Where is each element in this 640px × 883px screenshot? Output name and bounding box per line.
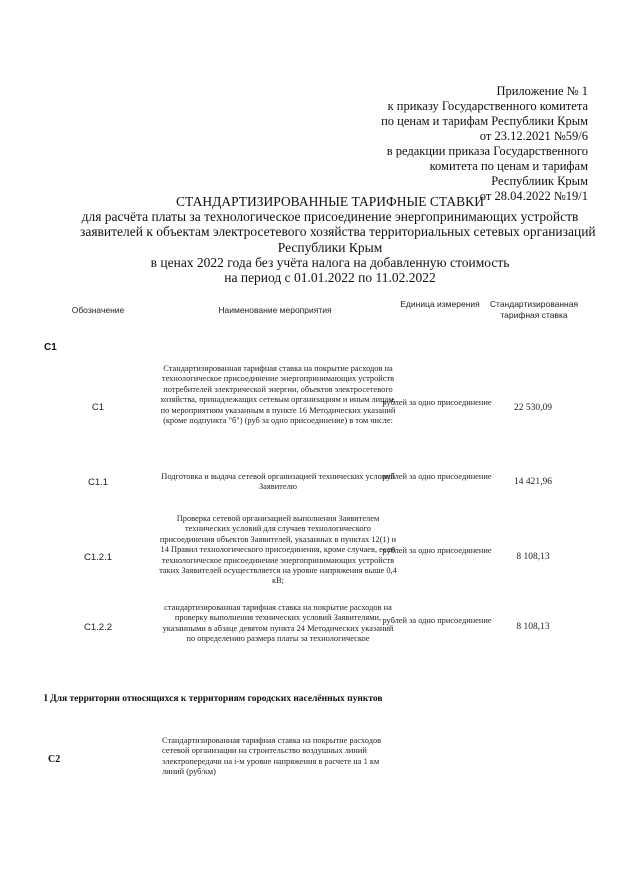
column-header-rate: Стандартизированная тарифная ставка bbox=[489, 299, 579, 320]
annex-line: Приложение № 1 bbox=[496, 84, 588, 98]
document-title: СТАНДАРТИЗИРОВАННЫЕ ТАРИФНЫЕ СТАВКИ bbox=[176, 194, 484, 209]
document-subtitle-line: для расчёта платы за технологическое присоединение энергопринимающих устройств bbox=[81, 209, 579, 225]
annex-line: к приказу Государственного комитета bbox=[387, 99, 588, 113]
row-code-c2: С2 bbox=[48, 754, 61, 765]
annex-line: комитета по ценам и тарифам bbox=[429, 159, 588, 173]
row-unit: рублей за одно присоединение bbox=[382, 546, 492, 555]
row-description: Проверка сетевой организацией выполнения Заявителем технических условий для случаев технологического присоединения объектов Заявителей, указанных в пунктах 12(1) и 14 Правил технологического присоединения, кроме случаев, если технологическое присоединение энергопринимающих устройств таких Заявителей осуществляется на уровне напряжения выше 0,4 кВ; bbox=[159, 514, 397, 586]
section-label-c1: С1 bbox=[44, 342, 57, 353]
territory-subheading: I Для территории относящихся к территориям городских населённых пунктов bbox=[44, 694, 383, 704]
column-header-code: Обозначение bbox=[71, 305, 125, 315]
row-code: С1.2.1 bbox=[84, 552, 112, 563]
document-subtitle-line: заявителей к объектам электросетевого хозяйства территориальных сетевых организаций bbox=[80, 224, 596, 240]
document-period: на период с 01.01.2022 по 11.02.2022 bbox=[224, 270, 436, 286]
annex-line: в редакции приказа Государственного bbox=[386, 144, 588, 158]
row-value: 8 108,13 bbox=[516, 622, 550, 632]
document-title-block bbox=[80, 194, 596, 286]
annex-line: по ценам и тарифам Республики Крым bbox=[381, 114, 588, 128]
annex-line: от 23.12.2021 №59/6 bbox=[479, 129, 588, 143]
column-header-unit: Единица измерения bbox=[400, 299, 480, 309]
row-description-c2: Стандартизированная тарифная ставка на покрытие расходов сетевой организации на строительство воздушных линий электропередачи на i-м уровне напряжения в расчете на 1 км линий (руб/км) bbox=[162, 736, 382, 777]
column-header-name: Наименование мероприятия bbox=[218, 305, 332, 315]
annex-line: от 28.04.2022 №19/1 bbox=[479, 189, 588, 203]
document-subtitle-line: Республики Крым bbox=[277, 239, 383, 255]
row-code: С1.1 bbox=[87, 477, 109, 488]
row-code: С1.2.2 bbox=[84, 622, 112, 633]
row-value: 8 108,13 bbox=[516, 552, 550, 562]
row-value: 14 421,96 bbox=[514, 477, 552, 487]
row-value: 22 530,09 bbox=[514, 403, 552, 413]
row-description: стандартизированная тарифная ставка на покрытие расходов на проверку выполнения технических условий Заявителями, указанными в абзаце девятом пункта 24 Методических указаний по определению размера платы за технологическое bbox=[162, 603, 394, 644]
row-unit: рублей за одно присоединение bbox=[382, 398, 492, 407]
document-subtitle-line: в ценах 2022 года без учёта налога на добавленную стоимость bbox=[150, 254, 510, 270]
annex-block bbox=[328, 84, 588, 204]
row-description: Подготовка и выдача сетевой организацией технических условий Заявителю bbox=[161, 472, 395, 492]
row-code: С1 bbox=[91, 402, 105, 413]
annex-line: Республиик Крым bbox=[491, 174, 588, 188]
row-unit: рублей за одно присоединение bbox=[382, 616, 492, 625]
row-unit: рублей за одно присоединение bbox=[382, 472, 492, 481]
row-description: Стандартизированная тарифная ставка на покрытие расходов на технологическое присоединение энергопринимающих устройств потребителей электрической энергии, объектов электросетевого хозяйства, принадлежащих сетевым организациям и иным лицам, по мероприятиям указанным в пункте 16 Методических указаний (кроме подпункта "б") (руб за одно присоединение) в том числе: bbox=[160, 364, 396, 426]
